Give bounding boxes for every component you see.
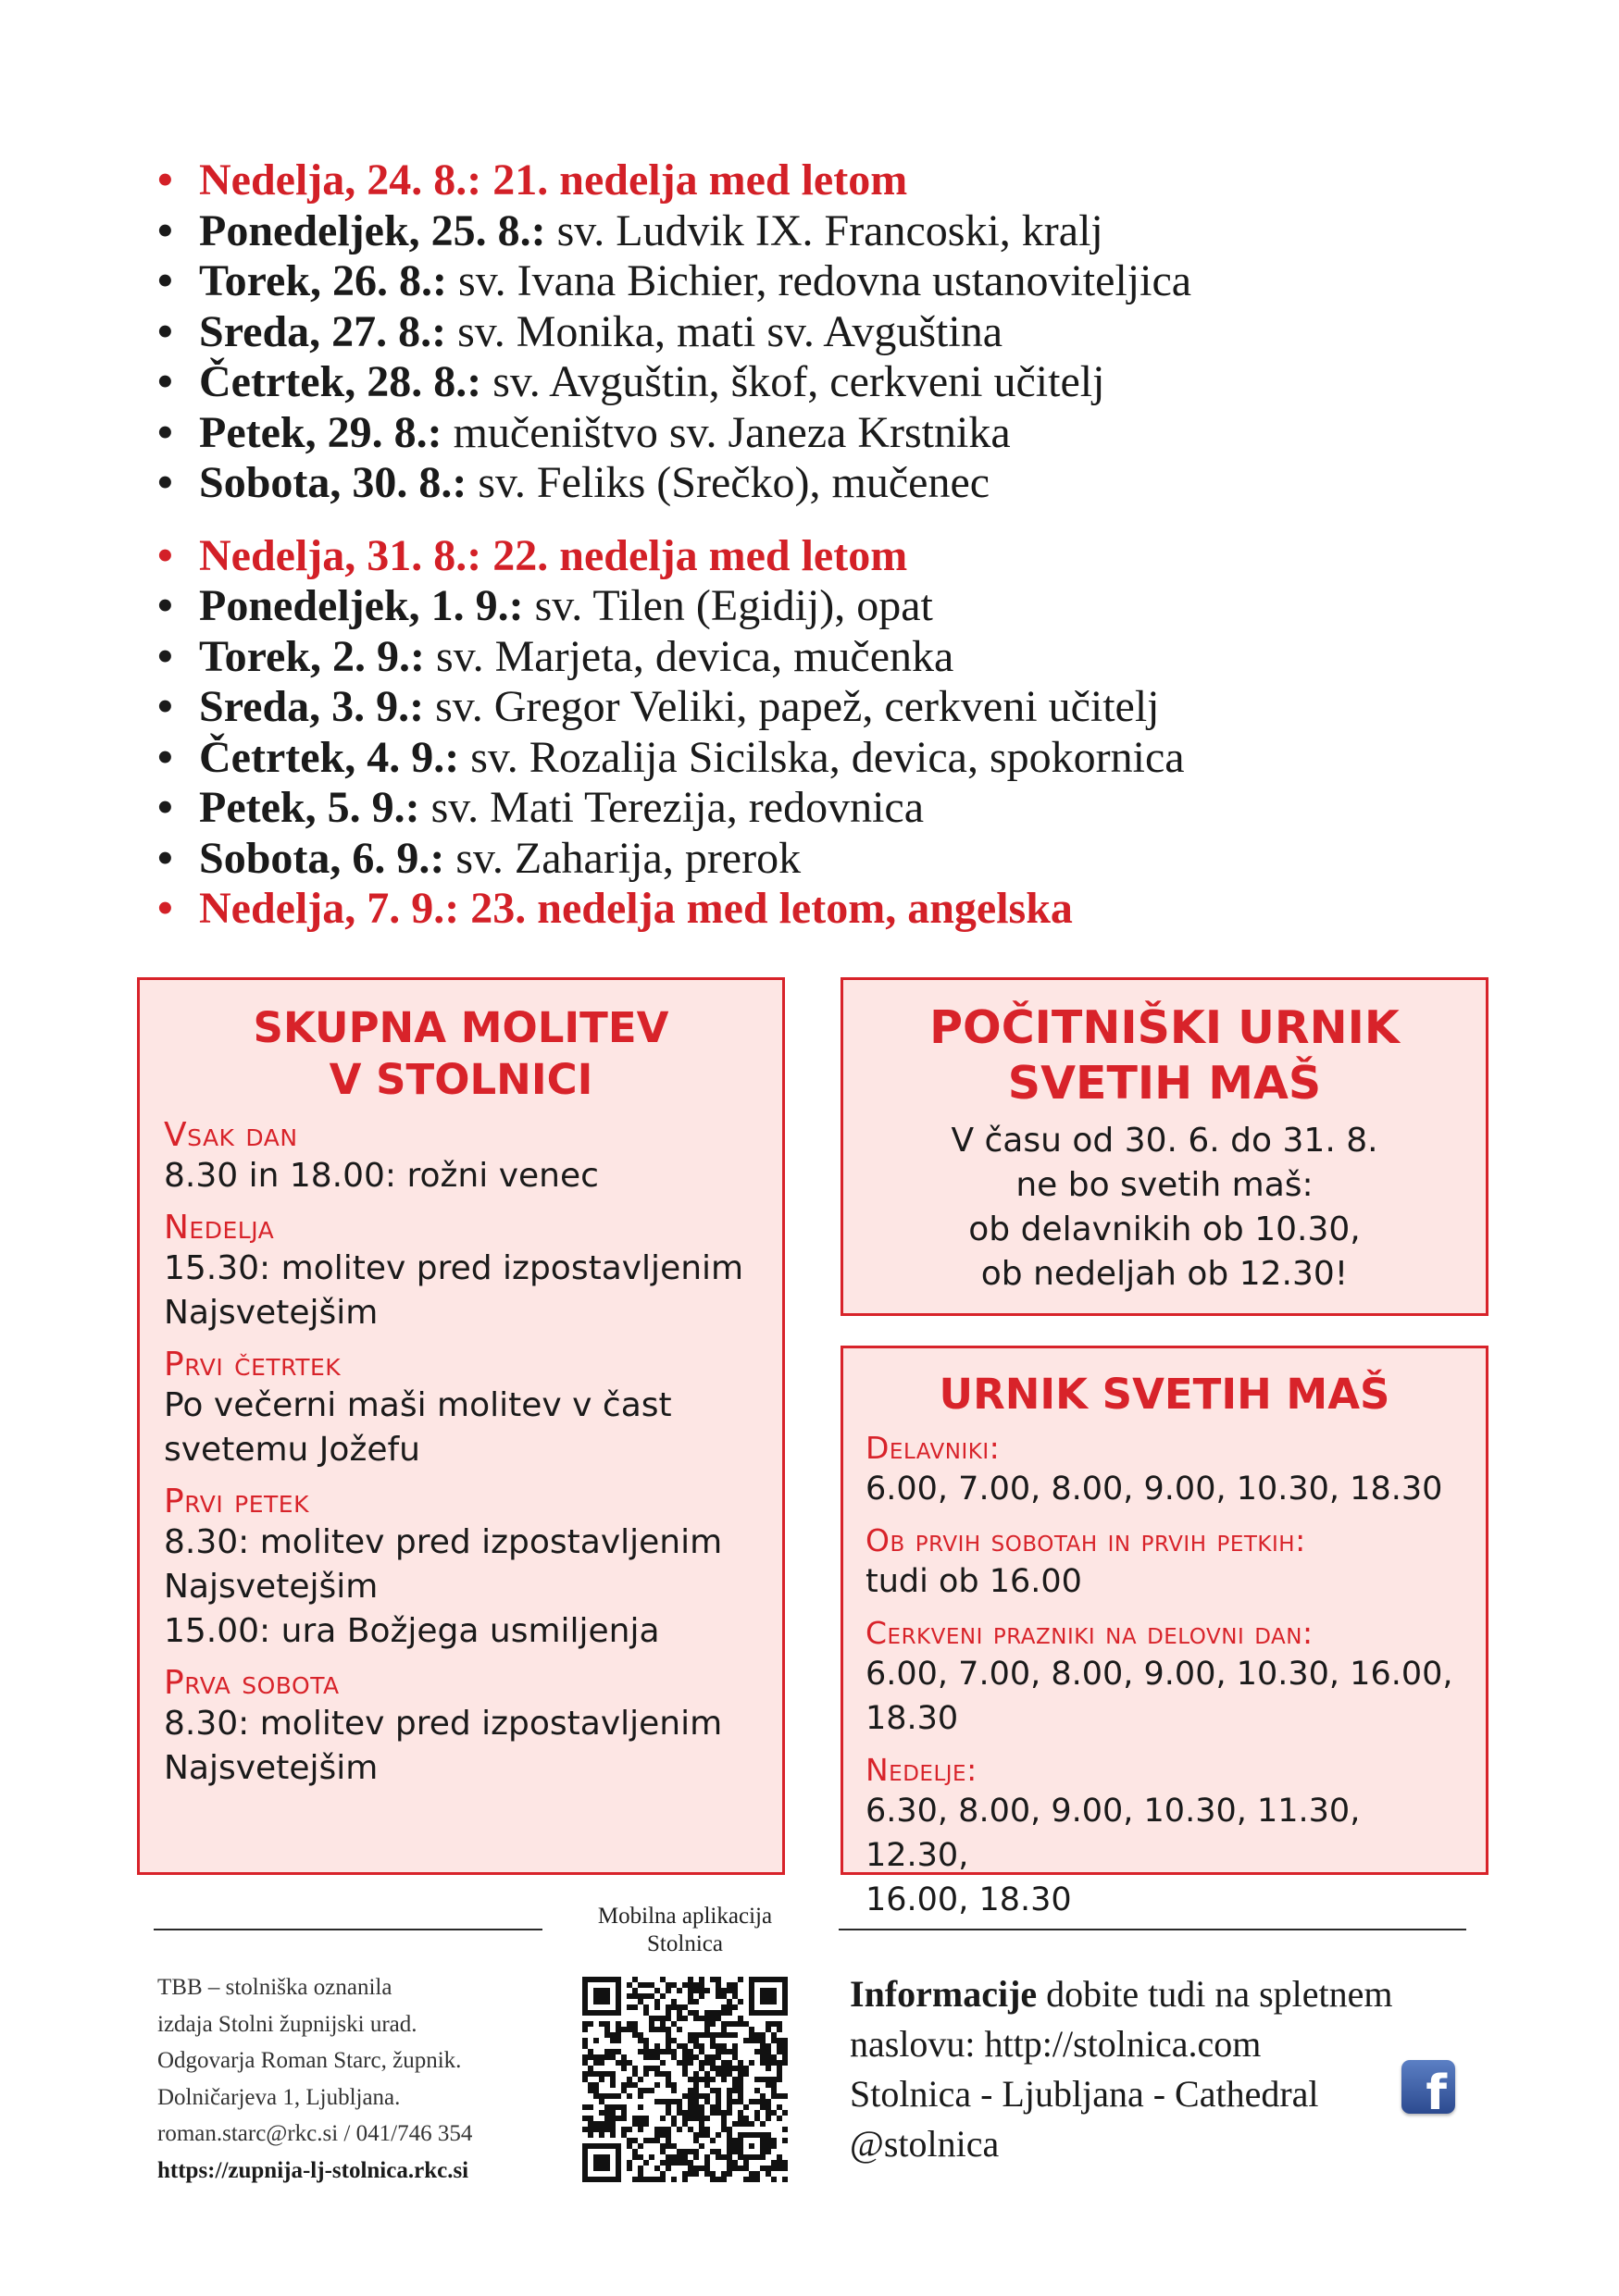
section-heading: Ob prvih sobotah in prvih petkih: — [866, 1522, 1306, 1558]
prayer-title-line2: V STOLNICI — [329, 1055, 593, 1104]
day-feast: mučeništvo sv. Janeza Krstnika — [442, 407, 1011, 457]
summer-line: ne bo svetih maš: — [1015, 1166, 1314, 1204]
section-line: Najsvetejšim — [164, 1294, 379, 1332]
section-heading: Delavniki: — [866, 1430, 1001, 1466]
section-line: Najsvetejšim — [164, 1568, 379, 1606]
section-heading: Nedelje: — [866, 1752, 978, 1788]
qr-caption-line1: Mobilna aplikacija — [597, 1904, 773, 1929]
section-heading: Vsak dan — [164, 1116, 298, 1154]
section-line: 15.30: molitev pred izpostavljenim — [164, 1249, 744, 1287]
section-line: 8.30: molitev pred izpostavljenim — [164, 1523, 723, 1561]
calendar-day — [157, 408, 1500, 459]
schedule-box-title: URNIK SVETIH MAŠ — [939, 1370, 1390, 1419]
section-line: 8.30 in 18.00: rožni venec — [164, 1157, 599, 1195]
day-date: Sreda, 27. 8.: — [199, 306, 447, 356]
day-date: Sreda, 3. 9.: — [199, 682, 425, 731]
info-bold: Informacije — [850, 1973, 1038, 2015]
imprint-line: TBB – stolniška oznanila — [157, 1975, 392, 2000]
day-date: Torek, 26. 8.: — [199, 256, 448, 305]
section-heading: Prva sobota — [164, 1664, 340, 1702]
section-heading: Prvi petek — [164, 1483, 309, 1520]
calendar-week — [157, 155, 1500, 509]
section-heading: Nedelja — [164, 1209, 275, 1247]
day-date: Četrtek, 4. 9.: — [199, 732, 460, 782]
imprint — [157, 1969, 565, 2189]
section-line: svetemu Jožefu — [164, 1431, 420, 1469]
calendar-day — [157, 834, 1500, 885]
section-line: 16.00, 18.30 — [866, 1881, 1072, 1918]
imprint-url-link[interactable]: https://zupnija-lj-stolnica.rkc.si — [157, 2157, 469, 2183]
day-date: Ponedeljek, 1. 9.: — [199, 581, 524, 630]
calendar-day — [157, 682, 1500, 733]
prayer-box-title — [164, 1002, 758, 1106]
day-feast: sv. Ivana Bichier, redovna ustanoviteljica — [447, 256, 1192, 305]
day-feast: 21. nedelja med letom — [481, 155, 908, 205]
day-feast: sv. Monika, mati sv. Avguština — [446, 306, 1003, 356]
day-date: Sobota, 6. 9.: — [199, 833, 445, 883]
info-line1 — [850, 1969, 1498, 2019]
divider-left — [154, 1929, 542, 1930]
summer-title-line2: SVETIH MAŠ — [1007, 1057, 1322, 1110]
prayer-schedule-box — [137, 977, 785, 1875]
day-feast: sv. Rozalija Sicilska, devica, spokornica — [459, 732, 1185, 782]
summer-line: V času od 30. 6. do 31. 8. — [951, 1122, 1378, 1160]
facebook-icon[interactable]: f — [1401, 2060, 1455, 2114]
section-line: 6.30, 8.00, 9.00, 10.30, 11.30, 12.30, — [866, 1793, 1361, 1874]
info-handle[interactable]: @stolnica — [850, 2123, 1000, 2165]
day-date: Četrtek, 28. 8.: — [199, 357, 482, 406]
day-feast: sv. Feliks (Srečko), mučenec — [467, 458, 990, 507]
schedule-sections — [866, 1430, 1463, 1922]
section-line: 15.00: ura Božjega usmiljenja — [164, 1612, 660, 1650]
calendar-day — [157, 458, 1500, 509]
day-feast: sv. Zaharija, prerok — [444, 833, 802, 883]
summer-box-title — [862, 1000, 1467, 1111]
section-line: 6.00, 7.00, 8.00, 9.00, 10.30, 18.30 — [866, 1471, 1443, 1508]
section-line: 8.30: molitev pred izpostavljenim — [164, 1705, 723, 1743]
day-feast: 23. nedelja med letom, angelska — [459, 884, 1073, 933]
calendar-sunday — [157, 884, 1500, 935]
info-rest: dobite tudi na spletnem — [1037, 1973, 1393, 2015]
day-date: Ponedeljek, 25. 8.: — [199, 205, 546, 255]
imprint-line: Dolničarjeva 1, Ljubljana. — [157, 2084, 401, 2110]
day-feast: sv. Ludvik IX. Francoski, kralj — [545, 205, 1103, 255]
section-heading: Prvi četrtek — [164, 1346, 342, 1384]
mass-schedule-box — [841, 1346, 1488, 1918]
calendar-day — [157, 733, 1500, 784]
day-feast: sv. Marjeta, devica, mučenka — [425, 631, 954, 681]
section-line: tudi ob 16.00 — [866, 1563, 1082, 1600]
qr-code-icon[interactable] — [582, 1977, 788, 2182]
day-feast: sv. Avguštin, škof, cerkveni učitelj — [481, 357, 1105, 406]
liturgical-calendar — [157, 155, 1500, 935]
day-date: Nedelja, 7. 9.: — [199, 884, 460, 933]
qr-block — [569, 1903, 801, 2182]
summer-title-line1: POČITNIŠKI URNIK — [929, 1001, 1400, 1054]
prayer-title-line1: SKUPNA MOLITEV — [253, 1003, 669, 1052]
day-feast: sv. Tilen (Egidij), opat — [523, 581, 933, 630]
imprint-line: Odgovarja Roman Starc, župnik. — [157, 2048, 462, 2073]
day-date: Nedelja, 31. 8.: — [199, 530, 482, 580]
calendar-day — [157, 632, 1500, 683]
section-line: 6.00, 7.00, 8.00, 9.00, 10.30, 16.00, 18.30 — [866, 1656, 1453, 1737]
summer-line: ob delavnikih ob 10.30, — [968, 1210, 1361, 1248]
section-line: Po večerni maši molitev v čast — [164, 1386, 672, 1424]
calendar-day — [157, 256, 1500, 307]
day-feast: 22. nedelja med letom — [481, 530, 908, 580]
calendar-day — [157, 581, 1500, 632]
day-date: Torek, 2. 9.: — [199, 631, 426, 681]
calendar-sunday — [157, 531, 1500, 582]
qr-caption — [569, 1903, 801, 1958]
info-facebook-page[interactable]: Stolnica - Ljubljana - Cathedral — [850, 2073, 1319, 2115]
info-block — [850, 1969, 1498, 2169]
summer-text — [862, 1119, 1467, 1297]
day-feast: sv. Mati Terezija, redovnica — [419, 783, 925, 832]
summer-line: ob nedeljah ob 12.30! — [980, 1255, 1349, 1293]
calendar-week — [157, 531, 1500, 935]
prayer-sections — [164, 1117, 758, 1791]
info-website-link[interactable]: naslovu: http://stolnica.com — [850, 2023, 1262, 2065]
calendar-day — [157, 206, 1500, 257]
day-date: Sobota, 30. 8.: — [199, 458, 467, 507]
section-heading: Cerkveni prazniki na delovni dan: — [866, 1615, 1314, 1651]
divider-right — [839, 1929, 1466, 1930]
imprint-contact[interactable]: roman.starc@rkc.si / 041/746 354 — [157, 2121, 473, 2146]
calendar-day — [157, 357, 1500, 408]
calendar-day — [157, 783, 1500, 834]
imprint-line: izdaja Stolni župnijski urad. — [157, 2011, 417, 2037]
day-date: Petek, 5. 9.: — [199, 783, 420, 832]
summer-mass-box — [841, 977, 1488, 1316]
day-feast: sv. Gregor Veliki, papež, cerkveni učitelj — [424, 682, 1160, 731]
day-date: Petek, 29. 8.: — [199, 407, 442, 457]
section-line: Najsvetejšim — [164, 1749, 379, 1787]
day-date: Nedelja, 24. 8.: — [199, 155, 482, 205]
calendar-sunday — [157, 155, 1500, 206]
qr-caption-line2: Stolnica — [647, 1931, 723, 1956]
calendar-day — [157, 307, 1500, 358]
